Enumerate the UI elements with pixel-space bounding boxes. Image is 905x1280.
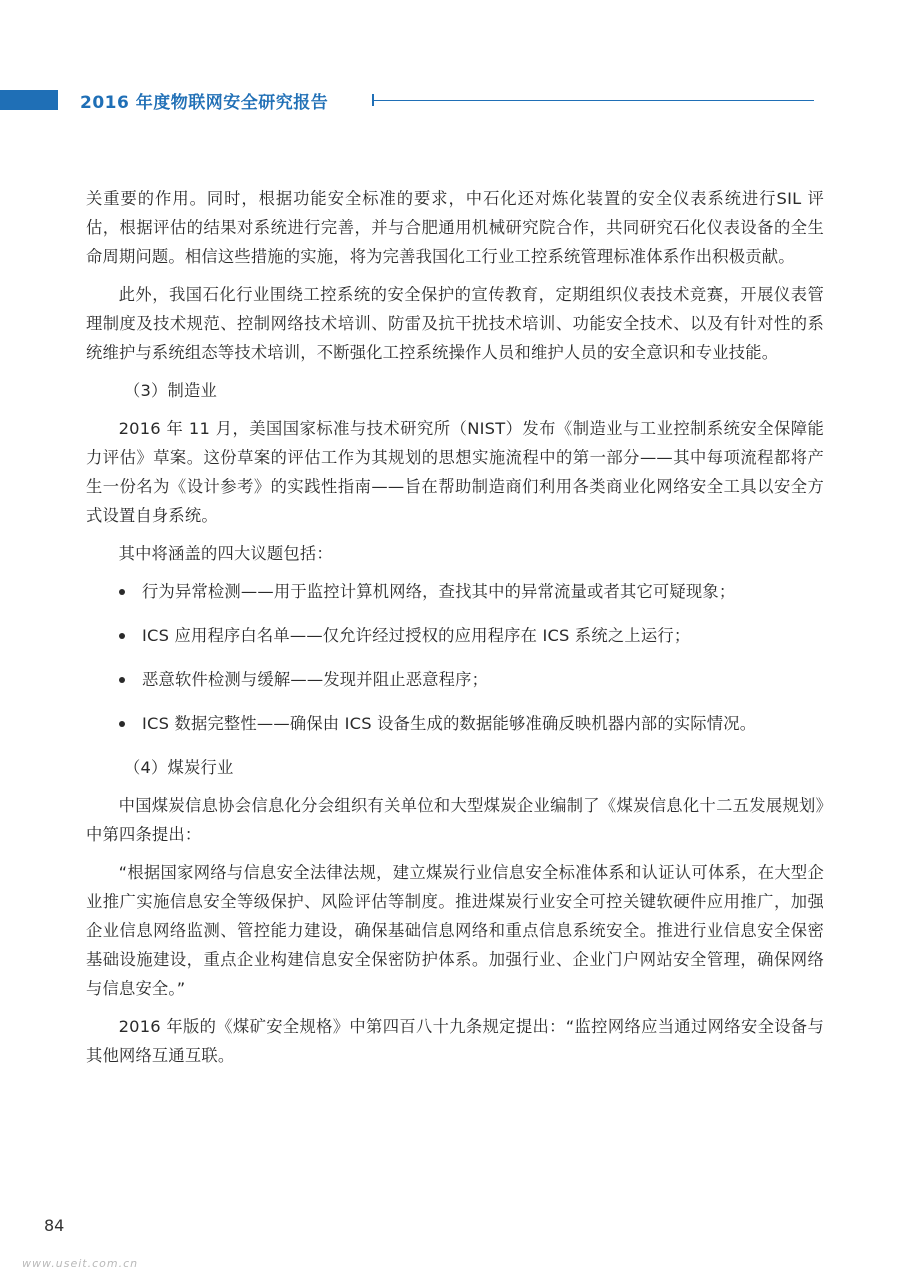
paragraph-continuation: 关重要的作用。同时，根据功能安全标准的要求，中石化还对炼化装置的安全仪表系统进行SIL 评估，根据评估的结果对系统进行完善，并与合肥通用机械研究院合作，共同研究石化仪表设备的全生命周期问题。相信这些措施的实施，将为完善我国化工行业工控系统管理标准体系作出积极贡献。 xyxy=(86,189,824,266)
list-item: 行为异常检测——用于监控计算机网络，查找其中的异常流量或者其它可疑现象； xyxy=(86,577,824,606)
page-number: 84 xyxy=(44,1216,65,1235)
section-heading-coal: （4）煤炭行业 xyxy=(124,758,234,777)
paragraph-coal-regulation: 2016 年版的《煤矿安全规格》中第四百八十九条规定提出：“监控网络应当通过网络安全设备与其他网络互通互联。 xyxy=(86,1017,824,1065)
section-heading-manufacturing: （3）制造业 xyxy=(124,381,217,400)
footer-url: www.useit.com.cn xyxy=(22,1257,139,1270)
list-item: ICS 数据完整性——确保由 ICS 设备生成的数据能够准确反映机器内部的实际情况。 xyxy=(86,709,824,738)
header-divider-line xyxy=(372,100,814,101)
list-item: ICS 应用程序白名单——仅允许经过授权的应用程序在 ICS 系统之上运行； xyxy=(86,621,824,650)
bullet-icon xyxy=(119,633,125,639)
paragraph-nist: 2016 年 11 月，美国国家标准与技术研究所（NIST）发布《制造业与工业控制系统安全保障能力评估》草案。这份草案的评估工作为其规划的思想实施流程中的第一部分——其中每项流程都将产生一份名为《设计参考》的实践性指南——旨在帮助制造商们利用各类商业化网络安全工具以安全方式设置自身系统。 xyxy=(86,419,824,525)
bullet-icon xyxy=(119,677,125,683)
bullet-icon xyxy=(119,721,125,727)
body-content xyxy=(86,184,824,1079)
report-title: 2016 年度物联网安全研究报告 xyxy=(80,93,329,113)
topics-list xyxy=(86,577,824,738)
bullet-icon xyxy=(119,589,125,595)
paragraph-coal-quote: “根据国家网络与信息安全法律法规，建立煤炭行业信息安全标准体系和认证认可体系，在大型企业推广实施信息安全等级保护、风险评估等制度。推进煤炭行业安全可控关键软硬件应用推广，加强企业信息网络监测、管控能力建设，确保基础信息网络和重点信息系统安全。推进行业信息安全保密基础设施建设，重点企业构建信息安全保密防护体系。加强行业、企业门户网站安全管理，确保网络与信息安全。” xyxy=(86,863,824,998)
list-item: 恶意软件检测与缓解——发现并阻止恶意程序； xyxy=(86,665,824,694)
paragraph-coal-plan: 中国煤炭信息协会信息化分会组织有关单位和大型煤炭企业编制了《煤炭信息化十二五发展规划》中第四条提出： xyxy=(86,796,824,844)
paragraph-education: 此外，我国石化行业围绕工控系统的安全保护的宣传教育，定期组织仪表技术竞赛，开展仪表管理制度及技术规范、控制网络技术培训、防雷及抗干扰技术培训、功能安全技术、以及有针对性的系统维护与系统组态等技术培训，不断强化工控系统操作人员和维护人员的安全意识和专业技能。 xyxy=(86,285,824,362)
paragraph-topics-intro: 其中将涵盖的四大议题包括： xyxy=(118,544,333,563)
header-accent-bar xyxy=(0,90,58,110)
